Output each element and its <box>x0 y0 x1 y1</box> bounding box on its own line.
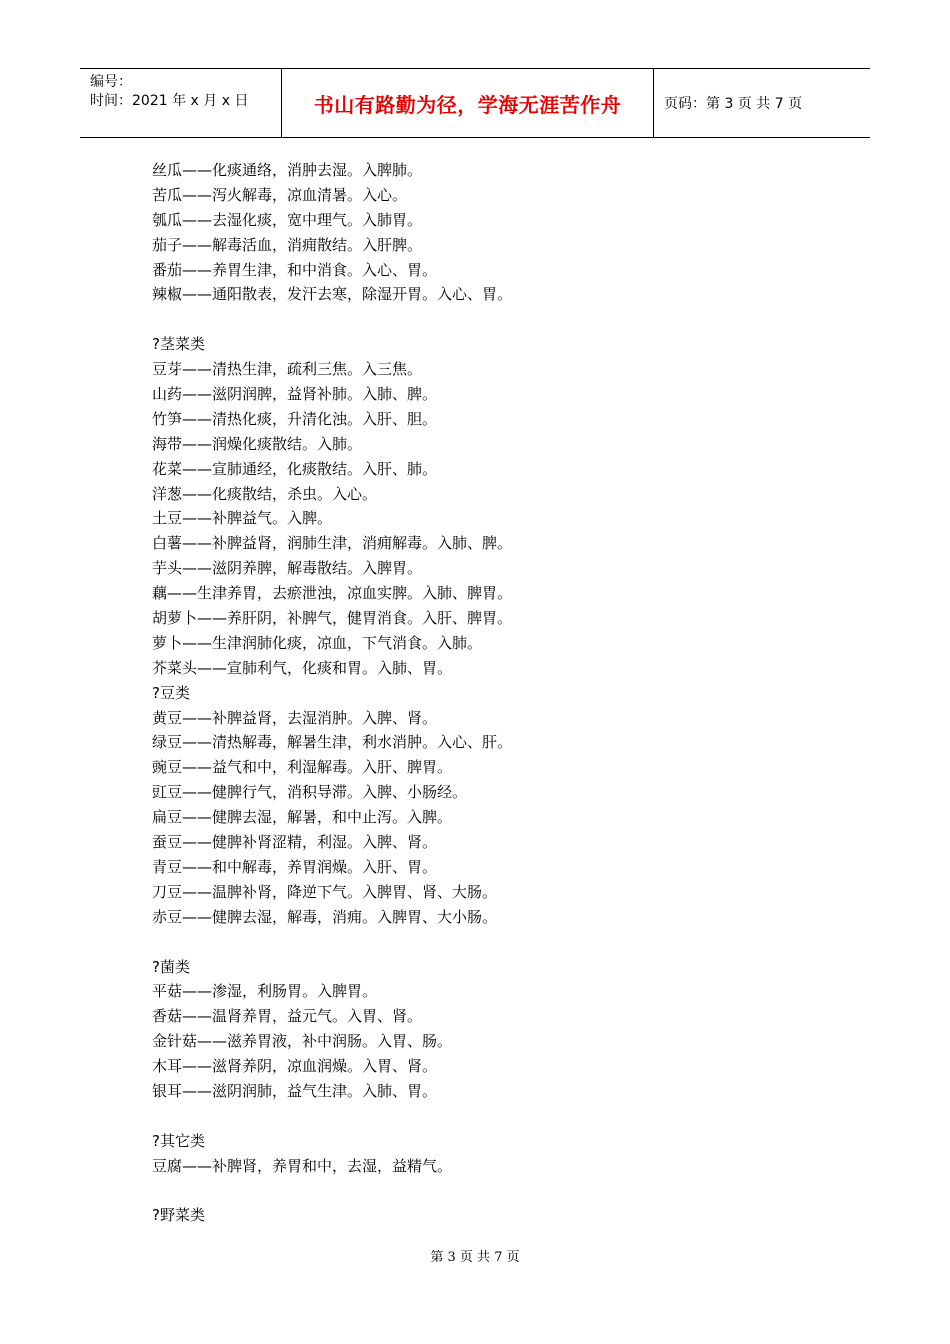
text-line: 白薯——补脾益肾，润肺生津，消痈解毒。入肺、脾。 <box>152 534 513 553</box>
header-motto: 书山有路勤为径，学海无涯苦作舟 <box>282 69 654 137</box>
text-line: 辣椒——通阳散表，发汗去寒，除湿开胃。入心、胃。 <box>152 285 513 304</box>
text-line: 木耳——滋肾养阴，凉血润燥。入胃、肾。 <box>152 1057 438 1076</box>
text-line: 花菜——宣肺通经，化痰散结。入肝、肺。 <box>152 459 438 478</box>
blank-line <box>152 1104 852 1129</box>
text-line: 香菇——温肾养胃，益元气。入胃、肾。 <box>152 1007 423 1026</box>
text-line: 金针菇——滋养胃液，补中润肠。入胃、肠。 <box>152 1032 453 1051</box>
text-line: 豆芽——清热生津，疏利三焦。入三焦。 <box>152 360 423 379</box>
text-line: 芥菜头——宣肺利气，化痰和胃。入肺、胃。 <box>152 658 453 677</box>
text-line: 瓠瓜——去湿化痰，宽中理气。入肺胃。 <box>152 210 423 229</box>
text-line: 茄子——解毒活血，消痈散结。入肝脾。 <box>152 235 423 254</box>
page-footer: 第 3 页 共 7 页 <box>430 1250 520 1265</box>
page-header <box>80 68 870 138</box>
text-line: 绿豆——清热解毒，解暑生津，利水消肿。入心、肝。 <box>152 733 513 752</box>
text-line: 竹笋——清热化痰，升清化浊。入肝、胆。 <box>152 409 438 428</box>
text-line: 苦瓜——泻火解毒，凉血清暑。入心。 <box>152 185 408 204</box>
section-heading: ?菌类 <box>152 957 190 976</box>
text-line: 豌豆——益气和中，利湿解毒。入肝、脾胃。 <box>152 758 453 777</box>
text-line: 平菇——渗湿，利肠胃。入脾胃。 <box>152 982 378 1001</box>
text-line: 蚕豆——健脾补肾涩精，利湿。入脾、肾。 <box>152 833 438 852</box>
text-line: 银耳——滋阴润肺，益气生津。入肺、胃。 <box>152 1081 438 1100</box>
text-line: 藕——生津养胃，去瘀泄浊，凉血实脾。入肺、脾胃。 <box>152 584 513 603</box>
text-line: 刀豆——温脾补肾，降逆下气。入脾胃、肾、大肠。 <box>152 882 498 901</box>
text-line: 芋头——滋阴养脾，解毒散结。入脾胃。 <box>152 559 423 578</box>
text-line: 番茄——养胃生津，和中消食。入心、胃。 <box>152 260 438 279</box>
text-line: 豇豆——健脾行气，消积导滞。入脾、小肠经。 <box>152 783 468 802</box>
text-line: 山药——滋阴润脾，益肾补肺。入肺、脾。 <box>152 385 438 404</box>
text-line: 赤豆——健脾去湿，解毒，消痈。入脾胃、大小肠。 <box>152 907 498 926</box>
text-line: 黄豆——补脾益肾，去湿消肿。入脾、肾。 <box>152 708 438 727</box>
text-line: 青豆——和中解毒，养胃润燥。入肝、胃。 <box>152 857 438 876</box>
section-heading: ?其它类 <box>152 1131 205 1150</box>
text-line: 丝瓜——化痰通络，消肿去湿。入脾肺。 <box>152 161 423 179</box>
document-number: 编号： <box>90 74 132 90</box>
document-body <box>152 158 852 1228</box>
text-line: 胡萝卜——养肝阴，补脾气，健胃消食。入肝、脾胃。 <box>152 609 513 628</box>
header-page-number: 页码：第 3 页 共 7 页 <box>664 96 803 112</box>
header-meta <box>80 69 282 137</box>
document-date: 时间：2021 年 x 月 x 日 <box>90 93 249 109</box>
text-line: 扁豆——健脾去湿，解暑，和中止泻。入脾。 <box>152 808 453 827</box>
text-line: 萝卜——生津润肺化痰，凉血，下气消食。入肺。 <box>152 633 483 652</box>
text-line: 洋葱——化痰散结，杀虫。入心。 <box>152 484 378 503</box>
section-heading: ?茎菜类 <box>152 335 205 354</box>
blank-line <box>152 930 852 955</box>
blank-line <box>152 307 852 332</box>
section-heading: ?野菜类 <box>152 1206 205 1225</box>
text-line: 土豆——补脾益气。入脾。 <box>152 509 333 528</box>
text-line: 豆腐——补脾肾，养胃和中，去湿，益精气。 <box>152 1156 453 1175</box>
text-line: 海带——润燥化痰散结。入肺。 <box>152 434 363 453</box>
blank-line <box>152 1179 852 1204</box>
section-heading: ?豆类 <box>152 683 190 702</box>
